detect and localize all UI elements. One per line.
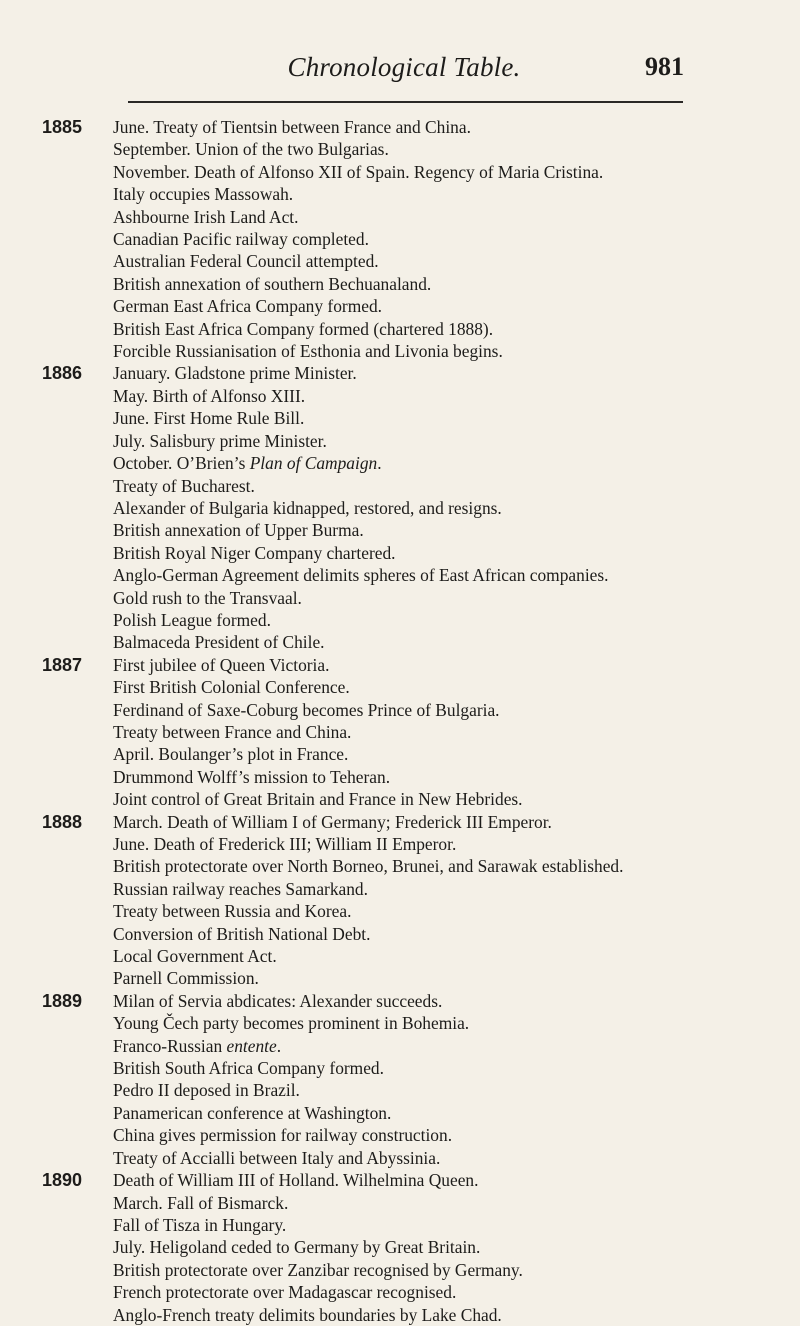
year-block-1888 (0, 811, 800, 990)
chronology-entry: Italy occupies Massowah. (113, 184, 294, 205)
year-block-1890 (0, 1169, 800, 1326)
chronology-entry: British East Africa Company formed (chartered 1888). (113, 318, 494, 339)
chronology-entry: Conversion of British National Debt. (113, 923, 371, 944)
chronology-entry: First British Colonial Conference. (113, 677, 350, 698)
chronology-entry: Death of William III of Holland. Wilhelmina Queen. (113, 1170, 479, 1191)
chronology-entry: June. First Home Rule Bill. (113, 408, 305, 429)
chronology-entry: May. Birth of Alfonso XIII. (113, 385, 306, 406)
chronology-entry: July. Salisbury prime Minister. (113, 430, 327, 451)
chronology-entry: First jubilee of Queen Victoria. (113, 654, 330, 675)
chronology-entry: January. Gladstone prime Minister. (113, 363, 357, 384)
running-title: Chronological Table. (287, 52, 521, 82)
chronology-entry: March. Death of William I of Germany; Frederick III Emperor. (113, 811, 552, 832)
chronology-entry: Panamerican conference at Washington. (113, 1102, 392, 1123)
chronology-entry: Joint control of Great Britain and France in New Hebrides. (113, 789, 523, 810)
chronology-entry: Treaty of Bucharest. (113, 475, 255, 496)
chronology-entry: Anglo-French treaty delimits boundaries by Lake Chad. (113, 1304, 502, 1325)
chronology-entry: Forcible Russianisation of Esthonia and Livonia begins. (113, 341, 503, 362)
chronology-entry: July. Heligoland ceded to Germany by Great Britain. (113, 1237, 481, 1258)
year-entries (113, 116, 800, 362)
chronology-entry: British protectorate over Zanzibar recognised by Germany. (113, 1259, 523, 1280)
year-entries (113, 990, 800, 1169)
chronology-entry: Young Čech party becomes prominent in Bohemia. (113, 1013, 470, 1034)
chronology-entry: French protectorate over Madagascar recognised. (113, 1282, 457, 1303)
chronology-entry: Fall of Tisza in Hungary. (113, 1214, 287, 1235)
chronology-entry: September. Union of the two Bulgarias. (113, 139, 389, 160)
chronology-entry: Gold rush to the Transvaal. (113, 587, 302, 608)
year-block-1889 (0, 990, 800, 1169)
chronology-entry: Treaty of Accialli between Italy and Abyssinia. (113, 1147, 441, 1168)
chronology-entry: Ferdinand of Saxe-Coburg becomes Prince of Bulgaria. (113, 699, 500, 720)
year-entries (113, 1169, 800, 1326)
chronology-entry: Pedro II deposed in Brazil. (113, 1080, 300, 1101)
year-label: 1885 (42, 117, 83, 137)
chronology-entry: Drummond Wolff’s mission to Teheran. (113, 766, 391, 787)
chronology-entry: Russian railway reaches Samarkand. (113, 878, 368, 899)
chronology-entry: British Royal Niger Company chartered. (113, 542, 396, 563)
chronology-entry: March. Fall of Bismarck. (113, 1192, 289, 1213)
chronology-entry: German East Africa Company formed. (113, 296, 382, 317)
page-header (124, 52, 684, 92)
year-label: 1889 (42, 990, 83, 1011)
page-number: 981 (645, 52, 684, 81)
chronology-entry: Alexander of Bulgaria kidnapped, restored, and resigns. (113, 497, 502, 518)
chronology-entry: British annexation of Upper Burma. (113, 520, 364, 541)
chronology-entry: October. O’Brien’s Plan of Campaign. (113, 453, 382, 474)
chronology-entry: June. Treaty of Tientsin between France and China. (113, 117, 471, 137)
chronology-entry: April. Boulanger’s plot in France. (113, 744, 349, 765)
year-block-1886 (0, 362, 800, 653)
year-label: 1890 (42, 1170, 83, 1191)
chronology-entry: Ashbourne Irish Land Act. (113, 206, 299, 227)
year-label: 1888 (42, 811, 83, 832)
chronology-entry: Anglo-German Agreement delimits spheres of East African companies. (113, 565, 609, 586)
chronology-entry: British annexation of southern Bechuanaland. (113, 273, 432, 294)
chronology-entry: Milan of Servia abdicates: Alexander succeeds. (113, 990, 443, 1011)
chronology-entry: Canadian Pacific railway completed. (113, 229, 369, 250)
year-block-1887 (0, 654, 800, 811)
chronology-entry: Treaty between France and China. (113, 721, 352, 742)
chronology-entry: Parnell Commission. (113, 968, 259, 989)
year-block-1885 (0, 116, 800, 362)
chronology-entry: China gives permission for railway construction. (113, 1125, 453, 1146)
year-entries (113, 811, 800, 990)
year-label: 1887 (42, 654, 83, 675)
chronology-entry: Local Government Act. (113, 946, 277, 967)
header-rule (128, 101, 683, 103)
chronology-entry: Treaty between Russia and Korea. (113, 901, 352, 922)
year-entries (113, 362, 800, 653)
chronology-entry: November. Death of Alfonso XII of Spain. Regency of Maria Cristina. (113, 161, 604, 182)
chronology-entry: June. Death of Frederick III; William II Emperor. (113, 834, 457, 854)
year-label: 1886 (42, 363, 83, 384)
chronology-entry: British South Africa Company formed. (113, 1058, 384, 1079)
year-entries (113, 654, 800, 811)
chronology-entry: Polish League formed. (113, 609, 271, 630)
chronology-entry: Franco-Russian entente. (113, 1035, 282, 1056)
chronology-entry: British protectorate over North Borneo, Brunei, and Sarawak established. (113, 856, 624, 877)
chronology-entries (0, 116, 800, 1326)
chronology-entry: Balmaceda President of Chile. (113, 632, 325, 653)
chronology-entry: Australian Federal Council attempted. (113, 251, 379, 272)
